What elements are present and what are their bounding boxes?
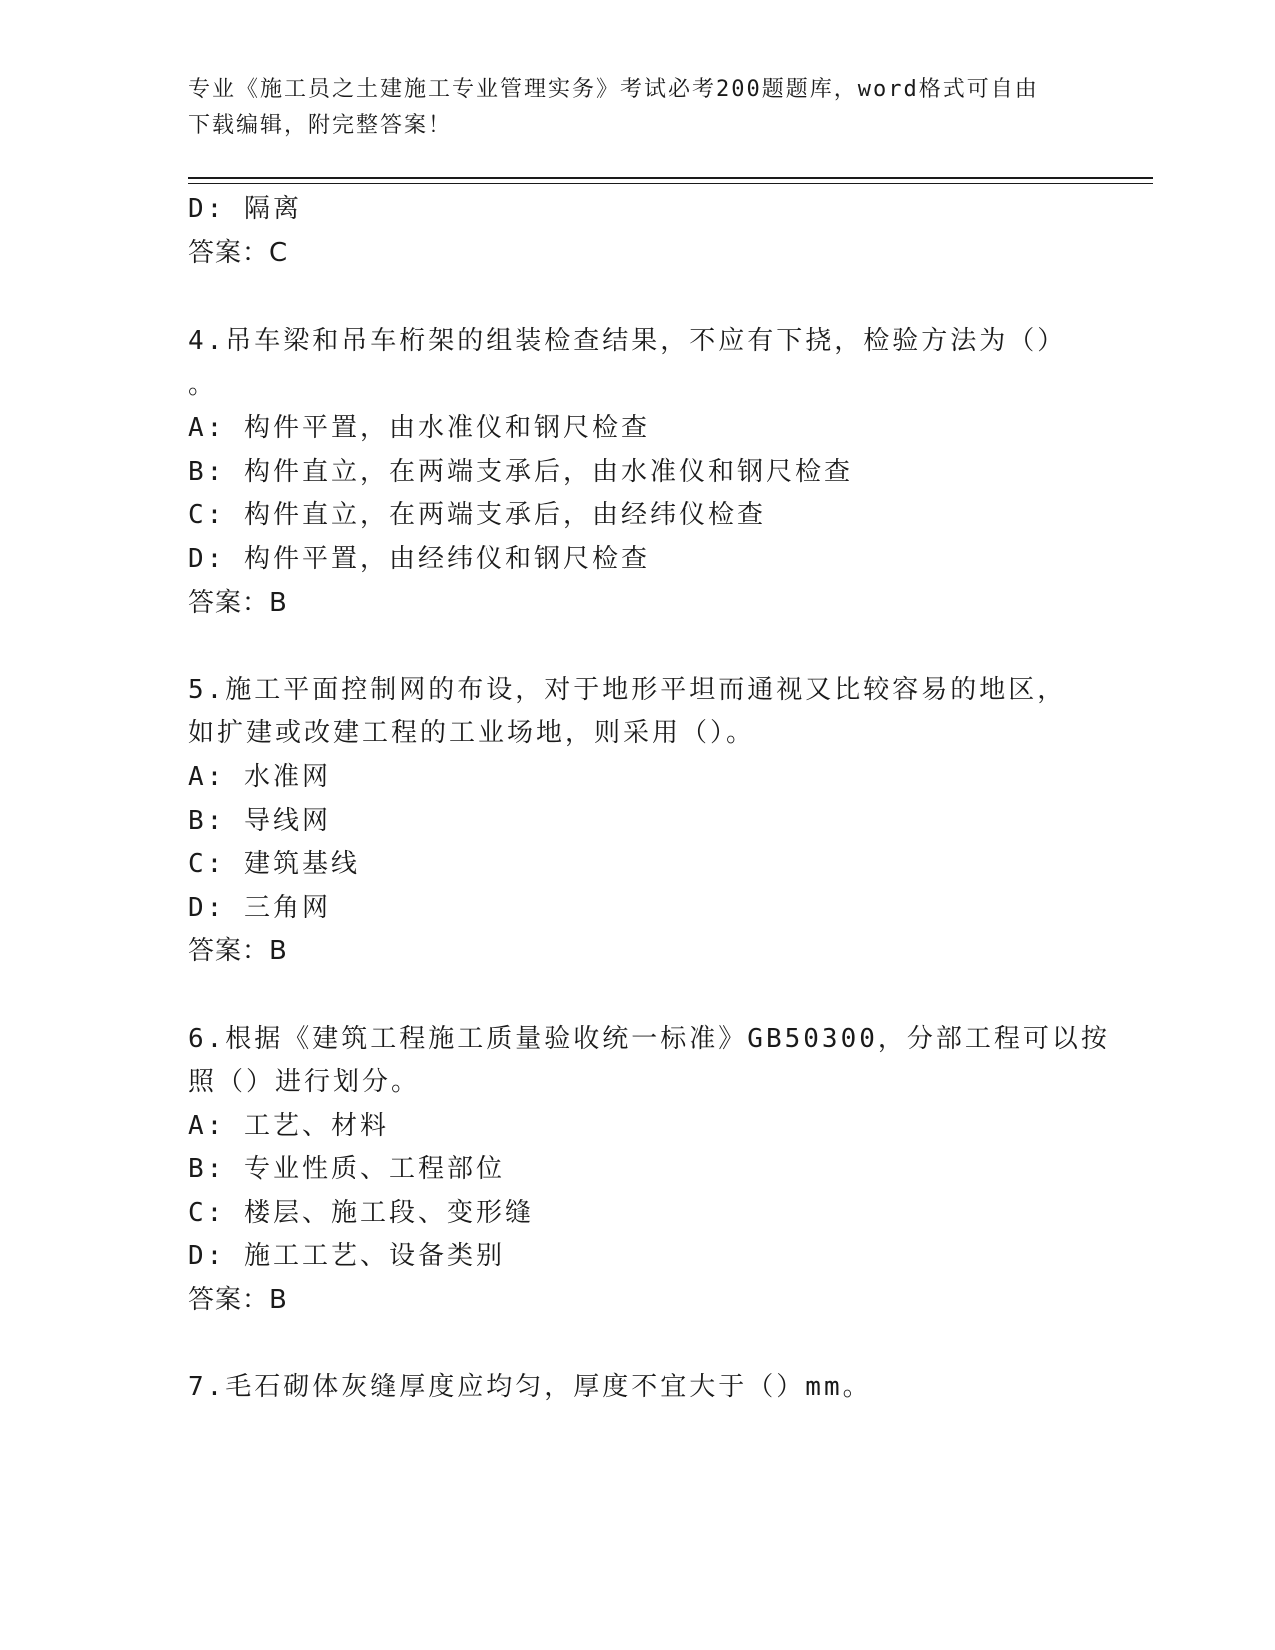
document-header: [188, 72, 1088, 144]
question-4-text-1: 4.吊车梁和吊车桁架的组装检查结果，不应有下挠，检验方法为（）: [188, 326, 1067, 356]
answer-prev: 答案：C: [188, 238, 289, 268]
question-5-text-2: 如扩建或改建工程的工业场地，则采用（）。: [188, 718, 756, 748]
question-5-option-a: A: 水准网: [188, 762, 331, 792]
question-6-text-2: 照（）进行划分。: [188, 1067, 421, 1097]
question-5-option-b: B: 导线网: [188, 806, 331, 836]
question-6-answer: 答案：B: [188, 1285, 288, 1315]
question-4-answer: 答案：B: [188, 588, 288, 618]
header-line-2: 下载编辑，附完整答案！: [188, 113, 453, 138]
question-4-text-2: 。: [188, 370, 218, 400]
question-7-text-1: 7.毛石砌体灰缝厚度应均匀，厚度不宜大于（）mm。: [188, 1372, 872, 1402]
header-divider-thin: [188, 183, 1153, 184]
question-5-answer: 答案：B: [188, 936, 288, 966]
question-4-option-b: B: 构件直立，在两端支承后，由水准仪和钢尺检查: [188, 457, 853, 487]
question-6-option-b: B: 专业性质、工程部位: [188, 1154, 505, 1184]
header-divider-thick: [188, 177, 1153, 179]
question-5-text-1: 5.施工平面控制网的布设，对于地形平坦而通视又比较容易的地区，: [188, 675, 1067, 705]
question-4-option-c: C: 构件直立，在两端支承后，由经纬仪检查: [188, 500, 766, 530]
question-5-option-d: D: 三角网: [188, 893, 331, 923]
question-6-option-c: C: 楼层、施工段、变形缝: [188, 1198, 534, 1228]
question-4-option-a: A: 构件平置，由水准仪和钢尺检查: [188, 413, 650, 443]
question-4-option-d: D: 构件平置，由经纬仪和钢尺检查: [188, 544, 650, 574]
question-6-text-1: 6.根据《建筑工程施工质量验收统一标准》GB50300，分部工程可以按: [188, 1024, 1110, 1054]
question-6-option-d: D: 施工工艺、设备类别: [188, 1241, 505, 1271]
header-line-1: 专业《施工员之土建施工专业管理实务》考试必考200题题库，word格式可自由: [188, 77, 1039, 102]
option-d-prev: D: 隔离: [188, 194, 302, 224]
question-6-option-a: A: 工艺、材料: [188, 1111, 389, 1141]
question-5-option-c: C: 建筑基线: [188, 849, 360, 879]
